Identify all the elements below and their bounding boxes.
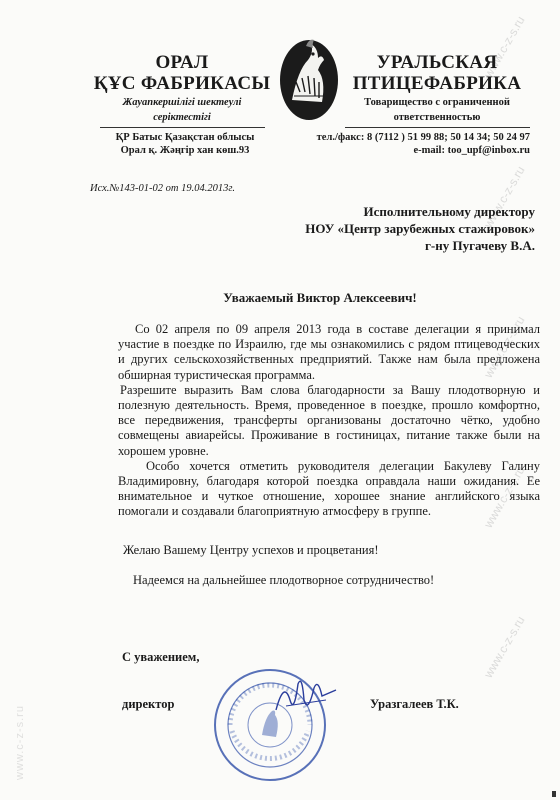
address-kz-line2: Орал қ. Жәңгір хан көш.93 (120, 145, 250, 156)
divider-left (100, 127, 265, 128)
recipient-line3: г-ну Пугачеву В.А. (425, 238, 535, 253)
closing-wish: Желаю Вашему Центру успехов и процветания! (123, 543, 379, 557)
watermark-text: www.c-z-s.ru (481, 313, 528, 381)
signature-icon (266, 670, 346, 720)
company-name-ru-line2: ПТИЦЕФАБРИКА (352, 73, 522, 94)
divider-right (345, 127, 530, 128)
salutation: Уважаемый Виктор Алексеевич! (223, 290, 417, 305)
closing-hope: Надеемся на дальнейшее плодотворное сотрудничество! (133, 573, 435, 587)
watermark-text: www.c-z-s.ru (481, 613, 528, 681)
company-type-ru-line2: ответственностью (393, 112, 481, 123)
recipient-line2: НОУ «Центр зарубежных стажировок» (305, 221, 535, 236)
recipient-line1: Исполнительному директору (363, 204, 535, 219)
company-name-kz-line2: ҚҰС ФАБРИКАСЫ (93, 73, 271, 94)
contacts (300, 131, 530, 157)
page-mark (552, 791, 556, 797)
phone-fax: тел./факс: 8 (7112 ) 51 99 88; 50 14 34; 50 24 97 (316, 132, 530, 143)
company-name-kz-line1: ОРАЛ (155, 52, 209, 73)
letterhead-left (92, 52, 272, 124)
watermark-left (14, 40, 34, 780)
rooster-logo-icon (278, 30, 340, 122)
signatory-name: Уразгалеев Т.К. (370, 697, 459, 711)
paragraph-3: Особо хочется отметить руководителя делегации Бакулеву Галину Владимировну, благодаря которой поездка оправдала наши ожидания. Ее внимательное и чуткое отношение, хорошее знание английского языка помогали и создавали благоприятную атмосферу в группе. (118, 458, 540, 519)
paragraph-2: Разрешите выразить Вам слова благодарности за Вашу плодотворную и полезную деятельность. Время, проведенное в поездке, прошло комфортно, все передвижения, трансферты организованы достаточно чётко, удобно совмещены авиарейсы. Проживание в гостиницах, питание также были на хорошем уровне. (118, 382, 540, 458)
company-name-ru-line1: УРАЛЬСКАЯ (376, 52, 498, 73)
recipient-block (240, 203, 535, 254)
address-kz-line1: ҚР Батыс Қазақстан облысы (115, 132, 255, 143)
address-kz (95, 131, 275, 157)
paragraph-1: Со 02 апреля по 09 апреля 2013 года в составе делегации я принимал участие в поездке по Израилю, где мы ознакомились с рядом птицеводческих и других сельскохозяйственных предприятий. Также нам была предложена обширная туристическая программа. (118, 322, 540, 382)
signatory-title: директор (122, 697, 175, 711)
letter-body (118, 322, 540, 520)
company-type-kz-line1: Жауапкершілігі шектеулі (122, 97, 242, 108)
watermark-text: www.c-z-s.ru (481, 163, 528, 231)
regards: С уважением, (122, 650, 200, 664)
watermark-text: www.c-z-s.ru (481, 463, 528, 531)
letterhead-right (342, 52, 532, 124)
email: e-mail: too_upf@inbox.ru (413, 145, 530, 156)
watermark-text: www.c-z-s.ru (14, 705, 26, 780)
company-type-ru-line1: Товарищество с ограниченной (364, 97, 510, 108)
watermark-text: www.c-z-s.ru (481, 13, 528, 81)
outgoing-number: Исх.№143-01-02 от 19.04.2013г. (90, 183, 235, 194)
company-type-kz-line2: серіктестігі (153, 112, 211, 123)
